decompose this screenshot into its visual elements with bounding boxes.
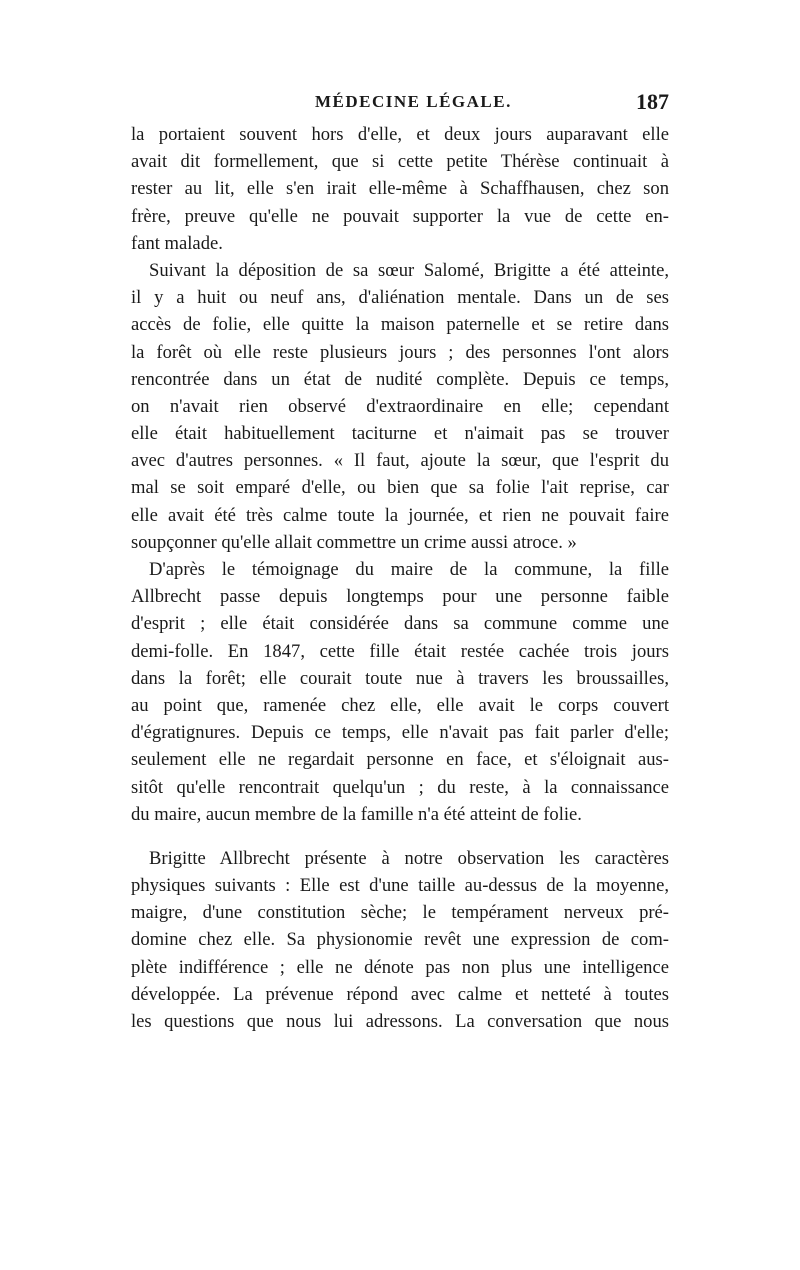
text-line: sitôt qu'elle rencontrait quelqu'un ; du reste, à la connaissance: [131, 776, 669, 798]
text-line: demi-folle. En 1847, cette fille était restée cachée trois jours: [131, 640, 669, 662]
text-line: maigre, d'une constitution sèche; le tempérament nerveux pré-: [131, 902, 669, 924]
text-line: Suivant la déposition de sa sœur Salomé, Brigitte a été atteinte,: [149, 259, 669, 281]
text-line: d'esprit ; elle était considérée dans sa commune comme une: [131, 613, 669, 635]
paragraph: [131, 257, 669, 556]
page-number: 187: [636, 89, 669, 114]
text-line: dans la forêt; elle courait toute nue à travers les broussailles,: [131, 667, 669, 689]
text-line: accès de folie, elle quitte la maison paternelle et se retire dans: [131, 314, 669, 336]
text-line: avec d'autres personnes. « Il faut, ajoute la sœur, que l'esprit du: [131, 450, 669, 472]
text-line: la forêt où elle reste plusieurs jours ; des personnes l'ont alors: [131, 341, 669, 363]
text-line: frère, preuve qu'elle ne pouvait supporter la vue de cette en-: [131, 205, 669, 227]
paragraph: [131, 556, 669, 828]
running-title: MÉDECINE LÉGALE.: [315, 92, 512, 111]
paragraph: [131, 845, 669, 1035]
text-line: Allbrecht passe depuis longtemps pour une personne faible: [131, 586, 669, 608]
page-header: [131, 89, 669, 116]
text-line: mal se soit emparé d'elle, ou bien que sa folie l'ait reprise, car: [131, 477, 669, 499]
text-line: rencontrée dans un état de nudité complète. Depuis ce temps,: [131, 368, 669, 390]
text-line: au point que, ramenée chez elle, elle avait le corps couvert: [131, 694, 669, 716]
body-text: [131, 121, 669, 1035]
text-line: la portaient souvent hors d'elle, et deux jours auparavant elle: [131, 124, 669, 145]
text-line: les questions que nous lui adressons. La conversation que nous: [131, 1011, 669, 1032]
text-line: rester au lit, elle s'en irait elle-même à Schaffhausen, chez son: [131, 178, 669, 200]
paragraph-spacer: [131, 828, 669, 845]
text-line: du maire, aucun membre de la famille n'a été atteint de folie.: [131, 803, 582, 825]
text-line: D'après le témoignage du maire de la commune, la fille: [149, 559, 669, 580]
text-line: elle avait été très calme toute la journée, et rien ne pouvait faire: [131, 504, 669, 526]
text-line: fant malade.: [131, 232, 223, 254]
text-line: physiques suivants : Elle est d'une taille au-dessus de la moyenne,: [131, 875, 669, 897]
text-line: développée. La prévenue répond avec calme et netteté à toutes: [131, 983, 669, 1005]
text-line: il y a huit ou neuf ans, d'aliénation mentale. Dans un de ses: [131, 287, 669, 309]
text-line: elle était habituellement taciturne et n'aimait pas se trouver: [131, 423, 669, 445]
text-line: domine chez elle. Sa physionomie revêt une expression de com-: [131, 929, 669, 951]
text-line: on n'avait rien observé d'extraordinaire en elle; cependant: [131, 395, 669, 417]
text-line: Brigitte Allbrecht présente à notre observation les caractères: [149, 847, 669, 869]
text-line: soupçonner qu'elle allait commettre un crime aussi atroce. »: [131, 531, 577, 553]
paragraph: [131, 121, 669, 257]
text-line: d'égratignures. Depuis ce temps, elle n'avait pas fait parler d'elle;: [131, 722, 669, 744]
text-line: plète indifférence ; elle ne dénote pas non plus une intelligence: [131, 956, 669, 978]
text-line: seulement elle ne regardait personne en face, et s'éloignait aus-: [131, 749, 669, 771]
text-line: avait dit formellement, que si cette petite Thérèse continuait à: [131, 151, 669, 173]
